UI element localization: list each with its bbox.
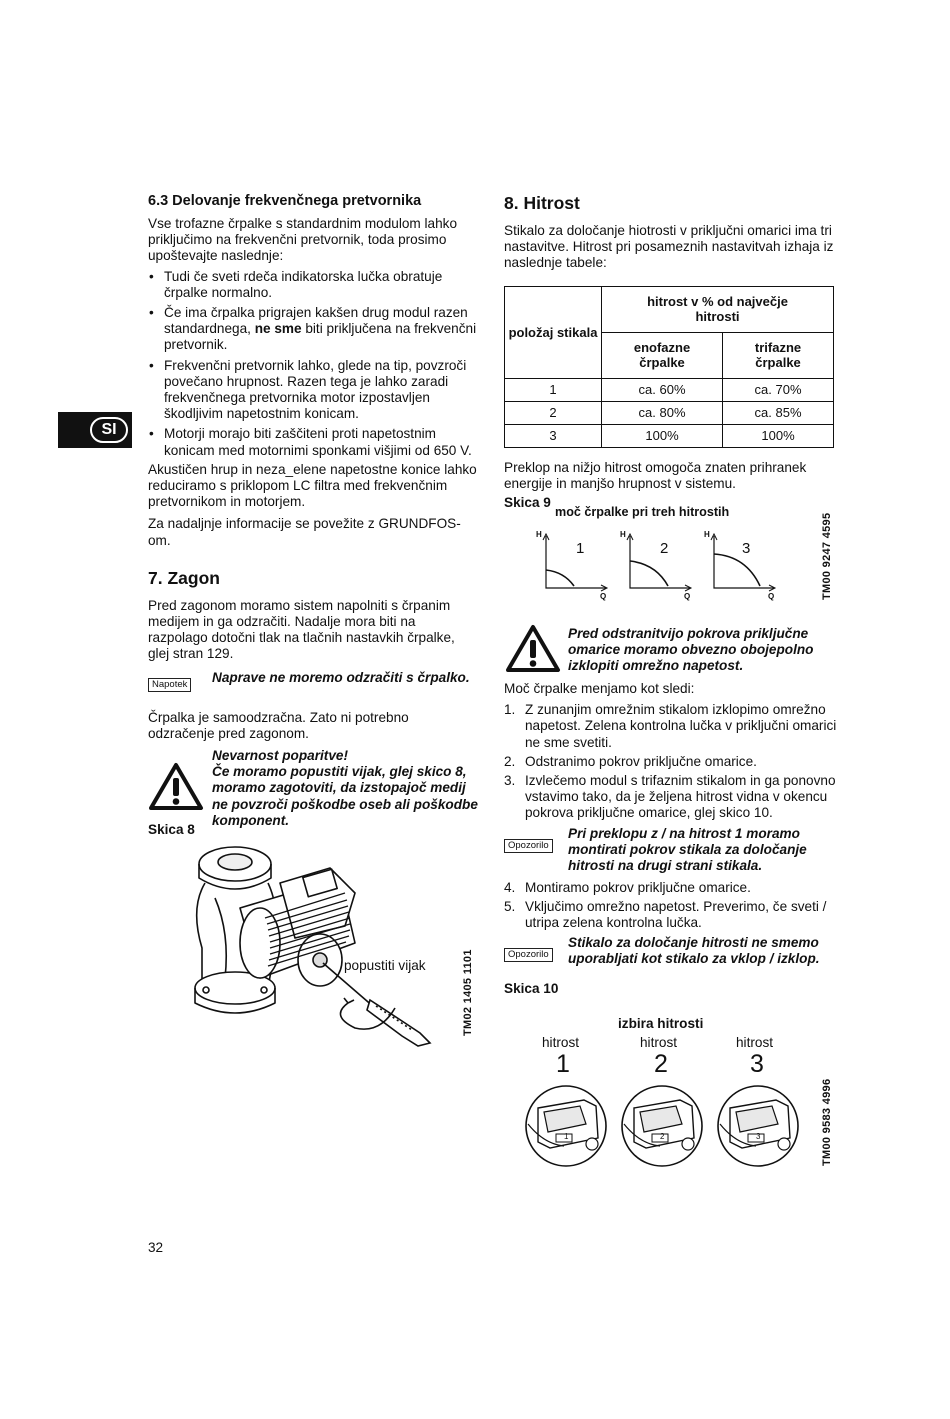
language-tab [58, 412, 132, 448]
figure-10-code: TM00 9583 4996 [821, 1078, 833, 1166]
figure-8-pump-drawing [180, 838, 450, 1048]
steps-list-2 [504, 880, 838, 932]
figure-9-code: TM00 9247 4595 [821, 512, 833, 600]
figure-10-num-1: 1 [556, 1050, 570, 1078]
switch-position-2 [620, 1084, 704, 1168]
section-6-3-intro: Vse trofazne črpalke s standardnim modulom lahko priključimo na frekvenčni pretvornik, toda prosimo upoštevajte naslednje: [148, 216, 458, 264]
figure-9-title: moč črpalke pri treh hitrostih [555, 505, 730, 519]
warning-triangle-icon [148, 762, 204, 812]
section-7-title: 7. Zagon [148, 567, 220, 588]
figure-10-word-1: hitrost [542, 1035, 580, 1050]
list-item: • Frekvenčni pretvornik lahko, glede na tip, povzroči povečano hrupnost. Razen tega je lahko zaradi frekvenčnega pretvornika motor izpostavljen škodljivim napetostnim konicam. [148, 358, 478, 423]
list-item: 5. Vključimo omrežno napetost. Preverimo, če sveti / utripa zelena kontrolna lučka. [504, 898, 827, 931]
note-text: Naprave ne moremo odzračiti s črpalko. [212, 669, 470, 685]
caution-tag: Opozorilo [504, 839, 553, 853]
table-row: 2 ca. 80% ca. 85% [505, 401, 834, 424]
table-header-position: položaj stikala [505, 286, 602, 378]
graph-2-curve [618, 530, 694, 602]
switch-position-3 [716, 1084, 800, 1168]
table-row: 3 100% 100% [505, 424, 834, 447]
left-column [148, 193, 478, 828]
warning-triangle-icon [505, 624, 561, 674]
warning-2-text: Pred odstranitvijo pokrova priključne omarice moramo obvezno obojepolno izklopiti omrežno napetost. [568, 626, 814, 674]
figure-8-code: TM02 1405 1101 [462, 949, 474, 1036]
caution-1-text: Pri preklopu z / na hitrost 1 moramo montirati pokrov stikala za določanje hitrosti na drugi strani stikala. [568, 825, 807, 874]
warning-text: Če moramo popustiti vijak, glej skico 8, moramo zagotoviti, da izstopajoč medij ne povzroči poškodbe oseb ali poškodbe komponent. [212, 764, 478, 828]
section-7-paragraph-2: Črpalka je samoodzračna. Zato ni potrebno odzračenje pred zagonom. [148, 709, 409, 741]
caution-tag: Opozorilo [504, 948, 553, 962]
list-item: 3. Izvlečemo modul s trifaznim stikalom in ga ponovno vstavimo tako, da je željena hitrost vidna v okencu pokrova priključne omarice, glej skico 10. [504, 773, 836, 821]
graph-2: H 2 Q [618, 530, 694, 602]
caution-block-1 [504, 826, 838, 876]
list-item: 2. Odstranimo pokrov priključne omarice. [504, 753, 757, 769]
steps-list [504, 702, 838, 821]
table-header-three-phase: trifazne črpalke [723, 332, 834, 378]
figure-10-num-3: 3 [750, 1050, 764, 1078]
caution-block-2 [504, 935, 838, 985]
table-header-single-phase: enofazne črpalke [602, 332, 723, 378]
caution-2-text: Stikalo za določanje hitrosti ne smemo uporabljati kot stikalo za vklop / izklop. [568, 935, 820, 967]
list-item: 1. Z zunanjim omrežnim stikalom izklopimo omrežno napetost. Zelena kontrolna lučka v priključni omarici ne sme svetiti. [504, 702, 837, 750]
table-row: 1 ca. 60% ca. 70% [505, 378, 834, 401]
graph-3-curve [702, 530, 778, 602]
graph-3: H 3 Q [702, 530, 778, 602]
warning-block [148, 748, 478, 828]
bullet-list [148, 269, 478, 459]
figure-9-graphs [534, 530, 784, 602]
figure-10-title: izbira hitrosti [618, 1016, 704, 1031]
paragraph-noise: Akustičen hrup in neza_elene napetostne konice lahko reduciramo s priklopom LC filtra med frekvenčnim pretvornikom in motorjem. [148, 461, 477, 510]
figure-8-label: Skica 8 [148, 822, 195, 837]
graph-1-curve [534, 530, 610, 602]
procedure [504, 681, 838, 997]
paragraph-change: Moč črpalke menjamo kot sledi: [504, 681, 695, 696]
figure-8-callout: popustiti vijak [344, 958, 426, 973]
paragraph-info: Za nadaljnje informacije se povežite z GRUNDFOS-om. [148, 516, 461, 548]
list-item: 4. Montiramo pokrov priključne omarice. [504, 879, 751, 895]
figure-10-label: Skica 10 [504, 981, 559, 997]
list-item: • Če ima črpalka prigrajen kakšen drug modul razen standardnega, ne sme biti priključena na frekvenčni pretvornik. [148, 305, 478, 354]
list-item: • Tudi če sveti rdeča indikatorska lučka obratuje črpalke normalno. [148, 269, 478, 301]
page-number: 32 [148, 1240, 164, 1255]
section-7-paragraph-1: Pred zagonom moramo sistem napolniti s črpanim medijem in ga odzračiti. Nadalje mora biti na razpolago dotočni tlak na tlačnih nastavkih črpalke, glej stran 129. [148, 597, 455, 662]
language-tab-badge: SI [90, 417, 128, 443]
figure-9-label: Skica 9 [504, 495, 551, 511]
section-8-title: 8. Hitrost [504, 193, 580, 213]
figure-10-word-2: hitrost [640, 1035, 678, 1050]
speed-table [504, 286, 834, 448]
note-tag: Napotek [148, 678, 191, 692]
paragraph-switch: Preklop na nižjo hitrost omogoča znaten prihranek energije in manjšo hrupnost v sistemu. [504, 459, 807, 491]
right-column [504, 193, 834, 511]
graph-1: H 1 Q [534, 530, 610, 602]
switch-position-1 [524, 1084, 608, 1168]
list-item: • Motorji morajo biti zaščiteni proti napetostnim konicam med motornimi sponkami višjimi od 650 V. [148, 426, 478, 458]
warning-title: Nevarnost poparitve! [212, 748, 348, 764]
figure-10-num-2: 2 [654, 1050, 668, 1078]
section-6-3-title: 6.3 Delovanje frekvenčnega pretvornika [148, 193, 422, 209]
section-8-intro: Stikalo za določanje hiotrosti v priključni omarici ima tri nastavitve. Hitrost pri posameznih nastavitvah izhaja iz naslednje tabele: [504, 223, 834, 271]
table-header-speed: hitrost v % od največje hitrosti [602, 286, 834, 332]
note-block [148, 670, 478, 704]
figure-10-word-3: hitrost [736, 1035, 774, 1050]
figure-10-switches: 1 2 3 [524, 1084, 804, 1174]
